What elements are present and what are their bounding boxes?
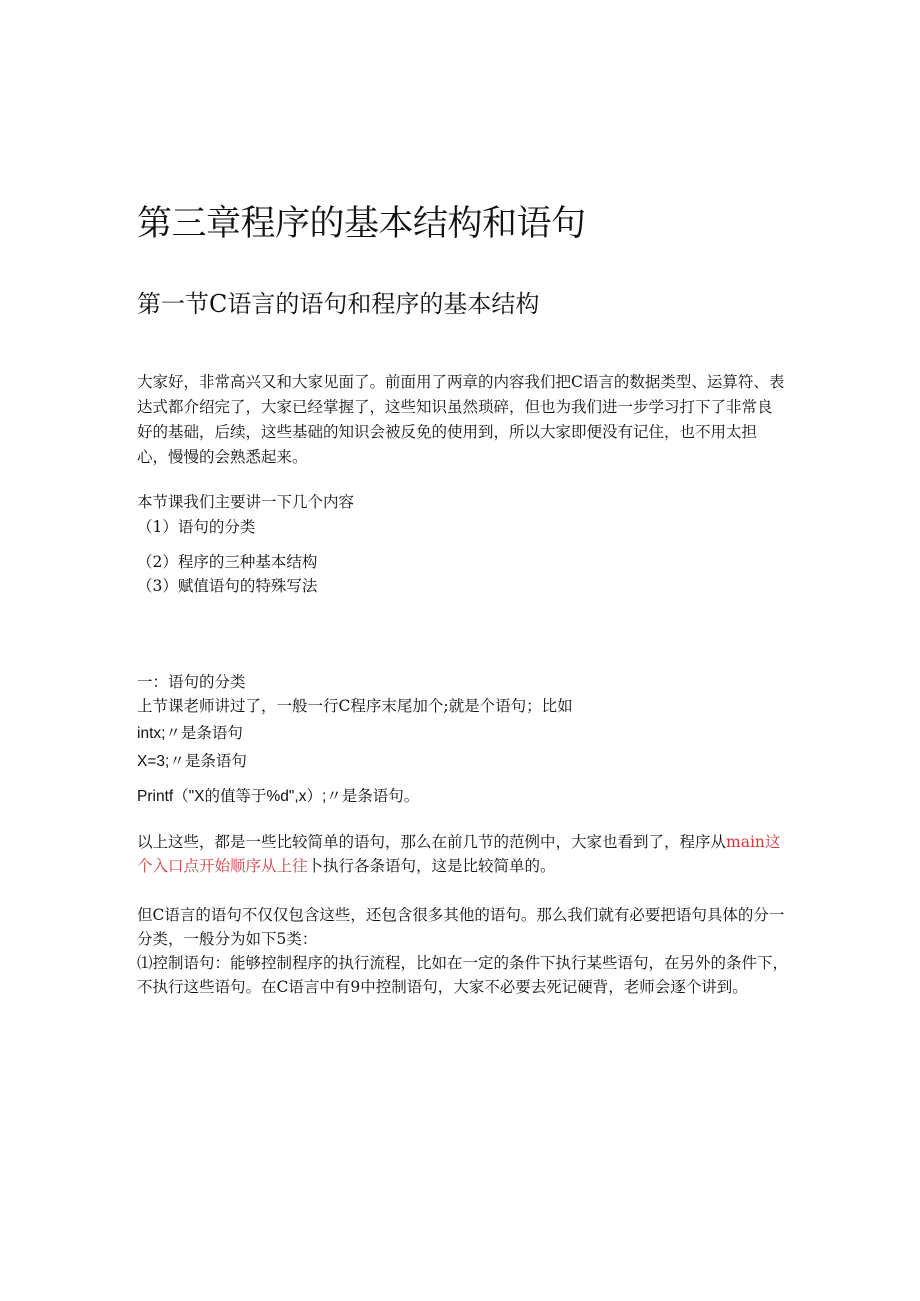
outline-item: （1）语句的分类 (137, 518, 256, 536)
part1-heading: 一：语句的分类 (137, 673, 246, 691)
intro-line: 好的基础，后续，这些基础的知识会被反免的使用到，所以大家即便没有记住，也不用太担 (137, 423, 758, 441)
paragraph-text: 卜执行各条语句，这是比较简单的。 (307, 857, 556, 875)
intro-line: 心，慢慢的会熟悉起来。 (137, 448, 308, 466)
paragraph-line: 不执行这些语句。在C语言中有9中控制语句，大家不必要去死记硬背，老师会逐个讲到。 (137, 978, 748, 996)
code-example-1: intx;〃是条语句 (137, 725, 243, 742)
intro-line: 达式都介绍完了，大家已经掌握了，这些知识虽然琐碎，但也为我们进一步学习打下了非常良 (137, 398, 773, 416)
paragraph-line: 分类，一般分为如下5类： (137, 930, 318, 948)
highlighted-text: main这 (726, 833, 781, 851)
outline-heading: 本节课我们主要讲一下几个内容 (137, 493, 355, 511)
paragraph-line: ⑴控制语句：能够控制程序的执行流程，比如在一定的条件下执行某些语句，在另外的条件下， (137, 954, 789, 972)
code-example-2: X=3;〃是条语句 (137, 753, 247, 770)
section-title: 第一节C语言的语句和程序的基本结构 (137, 290, 540, 318)
part1-intro-line: 上节课老师讲过了，一般一行C程序末尾加个;就是个语句；比如 (137, 697, 573, 715)
code-example-3: Printf（"X的值等于%d",x）;〃是条语句。 (137, 788, 420, 805)
outline-item: （3）赋值语句的特殊写法 (137, 577, 318, 595)
paragraph-text: 以上这些，都是一些比较简单的语句，那么在前几节的范例中，大家也看到了，程序从 (137, 833, 727, 851)
outline-item: （2）程序的三种基本结构 (137, 553, 318, 571)
highlighted-text: 个入口点开始顺序从上往 (137, 857, 308, 875)
paragraph-line (137, 830, 780, 854)
chapter-title: 第三章程序的基本结构和语句 (137, 204, 586, 244)
intro-line: 大家好，非常高兴又和大家见面了。前面用了两章的内容我们把C语言的数据类型、运算符、表 (137, 373, 785, 391)
paragraph-line (137, 854, 556, 878)
paragraph-line: 但C语言的语句不仅仅包含这些，还包含很多其他的语句。那么我们就有必要把语句具体的分一 (137, 906, 785, 924)
